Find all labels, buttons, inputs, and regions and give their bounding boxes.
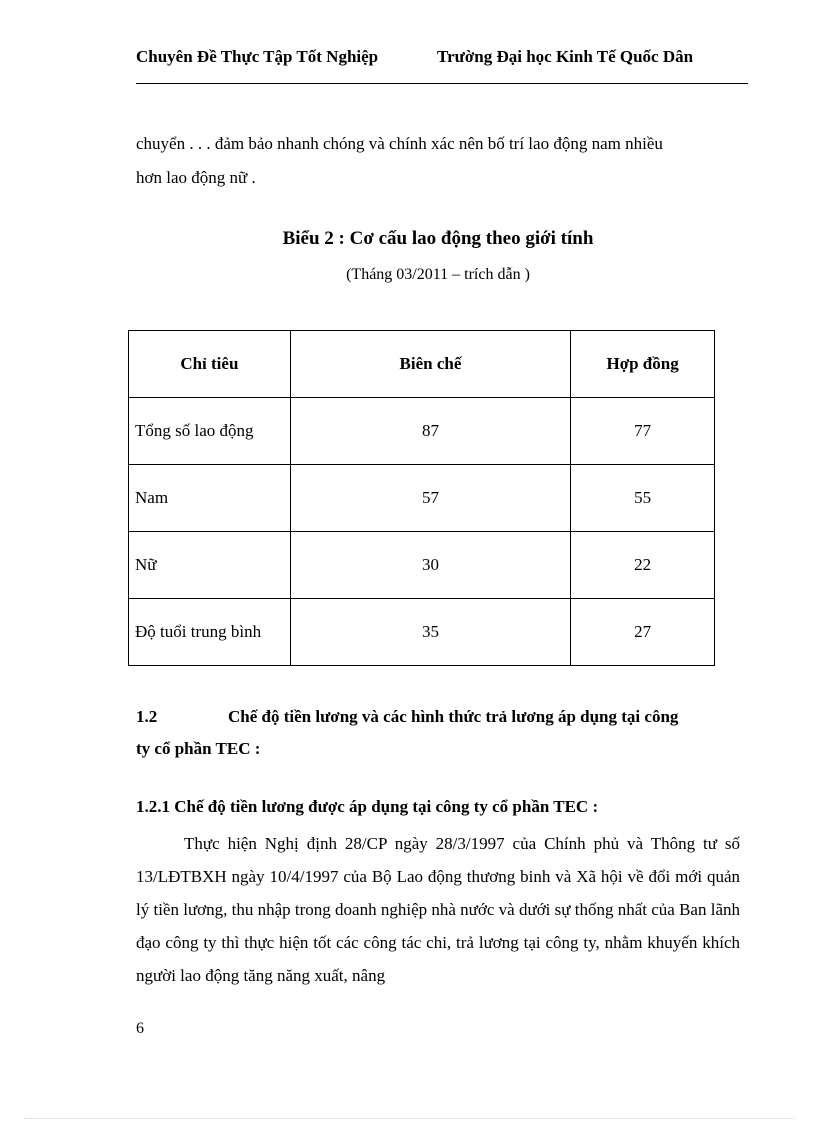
header-divider (136, 83, 748, 84)
table-caption-title: Biểu 2 : Cơ cấu lao động theo giới tính (282, 228, 594, 249)
table-cell: Nam (129, 465, 291, 532)
section-title-line-1: Chế độ tiền lương và các hình thức trả lương áp dụng tại công (228, 707, 679, 726)
table-cell: 30 (290, 532, 570, 599)
section-heading-1-2 (136, 701, 740, 765)
table-caption-subtitle: (Tháng 03/2011 – trích dẫn ) (346, 266, 530, 283)
table-cell: Tổng số lao động (129, 398, 291, 465)
page-bottom-border (24, 1118, 794, 1119)
table-header-cell: Chỉ tiêu (129, 331, 291, 398)
table-cell: 87 (290, 398, 570, 465)
header-thesis-title: Chuyên Đề Thực Tập Tốt Nghiệp (136, 47, 379, 66)
table-row (129, 398, 715, 465)
table-header-cell: Biên chế (290, 331, 570, 398)
table-cell: 57 (290, 465, 570, 532)
table-cell: 55 (571, 465, 715, 532)
section-heading-1-2-1: 1.2.1 Chế độ tiền lương được áp dụng tại công ty cổ phần TEC : (136, 797, 599, 816)
intro-line-2: hơn lao động nữ . (136, 168, 256, 187)
section-number: 1.2 (136, 707, 158, 726)
body-paragraph (136, 827, 740, 992)
table-row (129, 599, 715, 666)
intro-paragraph (136, 127, 740, 195)
table-header-cell: Hợp đồng (571, 331, 715, 398)
table-cell: Độ tuổi trung bình (129, 599, 291, 666)
table-header-row (129, 331, 715, 398)
table-row (129, 532, 715, 599)
table-cell: 77 (571, 398, 715, 465)
body-paragraph-text: Thực hiện Nghị định 28/CP ngày 28/3/1997 của Chính phủ và Thông tư số 13/LĐTBXH ngày 10/4/1997 của Bộ Lao động thương binh và Xã hội về đổi mới quản lý tiền lương, thu nhập trong doanh nghiệp nhà nước và dưới sự thống nhất của Ban lãnh đạo công ty thì thực hiện tốt các công tác chi, trả lương tại công ty, nhằm khuyến khích người lao động tăng năng xuất, nâng (136, 834, 740, 985)
table-cell: 35 (290, 599, 570, 666)
page-number: 6 (136, 1020, 144, 1037)
table-cell: Nữ (129, 532, 291, 599)
table-cell: 22 (571, 532, 715, 599)
table-row (129, 465, 715, 532)
intro-line-1: chuyển . . . đảm bảo nhanh chóng và chính xác nên bố trí lao động nam nhiều (136, 134, 663, 153)
section-title-line-2: ty cổ phần TEC : (136, 739, 261, 758)
labor-structure-table (128, 330, 715, 666)
header-university: Trường Đại học Kinh Tế Quốc Dân (437, 47, 694, 66)
table-cell: 27 (571, 599, 715, 666)
